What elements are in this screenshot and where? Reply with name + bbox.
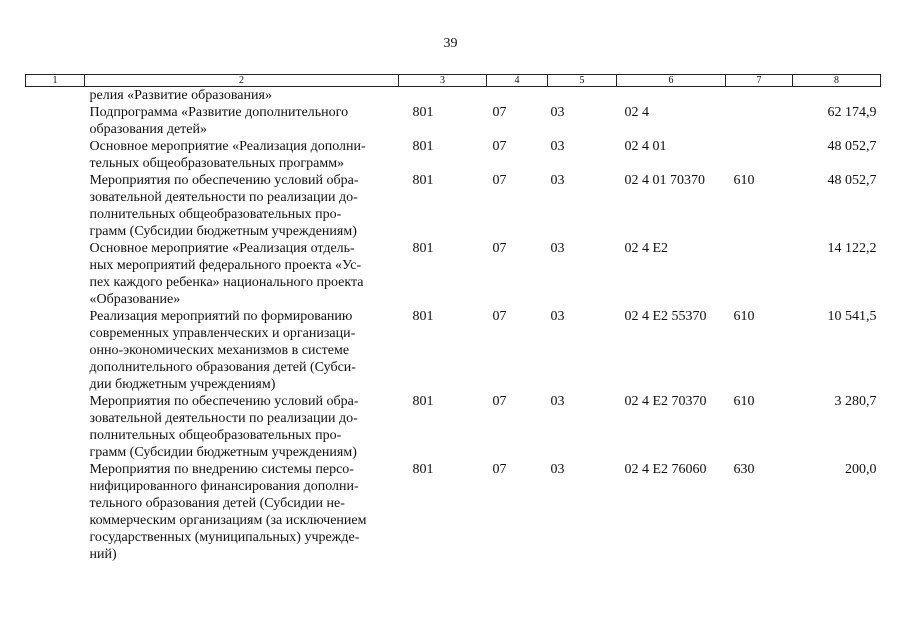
subsection-code: 03 [550,105,565,120]
target-article-code [617,87,726,105]
ministry-code: 801 [412,462,434,477]
column-header: 1 [26,75,85,87]
item-name-line: пех каждого ребенка» национального проекта [89,275,364,290]
amount: 48 052,7 [827,173,877,188]
row-number-cell [26,87,85,105]
target-article-code: 02 4 E2 [624,241,669,256]
section-code: 07 [492,173,507,188]
table-body [26,87,881,564]
subsection-code: 03 [550,462,565,477]
row-number-cell [26,393,85,461]
item-name-line: Мероприятия по внедрению системы персо- [89,462,354,477]
ministry-code: 801 [412,173,434,188]
column-number-row [26,75,881,87]
subsection-code: 03 [550,309,565,324]
item-name [85,461,399,563]
item-name-line: ных мероприятий федерального проекта «Ус- [89,258,362,273]
table-row [26,138,881,172]
column-header: 2 [85,75,399,87]
item-name-line: современных управленческих и организаци- [89,326,356,341]
section-code: 07 [492,241,507,256]
item-name-line: образования детей» [89,122,208,137]
target-article-code: 02 4 E2 55370 [624,309,707,324]
section-code: 07 [492,462,507,477]
item-name-line: тельных общеобразовательных программ» [89,156,345,171]
expense-type-code: 610 [733,309,755,324]
item-name-line: тельного образования детей (Субсидии не- [89,496,345,511]
target-article-code: 02 4 01 70370 [624,173,705,188]
item-name-line: дии бюджетным учреждениям) [89,377,276,392]
amount: 3 280,7 [834,394,877,409]
item-name-line: «Образование» [89,292,181,307]
target-article-code: 02 4 E2 70370 [624,394,707,409]
column-header: 8 [793,75,881,87]
ministry-code: 801 [412,394,434,409]
table-row [26,240,881,308]
subsection-code: 03 [550,139,565,154]
amount [793,87,881,105]
ministry-code: 801 [412,241,434,256]
subsection-code: 03 [550,394,565,409]
item-name-line: Мероприятия по обеспечению условий обра- [89,394,359,409]
item-name-line: Мероприятия по обеспечению условий обра- [89,173,359,188]
subsection-code: 03 [550,173,565,188]
budget-table [25,74,881,563]
expense-type-code [726,87,793,105]
item-name-line: государственных (муниципальных) учрежде- [89,530,360,545]
item-name [85,393,399,461]
target-article-code: 02 4 01 [624,139,667,154]
item-name [85,104,399,138]
item-name [85,138,399,172]
row-number-cell [26,461,85,563]
ministry-code: 801 [412,105,434,120]
section-code: 07 [492,309,507,324]
expense-type-code: 610 [733,173,755,188]
item-name-line: Реализация мероприятий по формированию [89,309,353,324]
expense-type-code [726,138,793,172]
item-name [85,87,399,105]
table-row [26,172,881,240]
row-number-cell [26,240,85,308]
subsection-code: 03 [550,241,565,256]
expense-type-code [726,240,793,308]
item-name-line: релия «Развитие образования» [89,88,272,103]
item-name-line: Основное мероприятие «Реализация дополни- [89,139,366,154]
section-code: 07 [492,105,507,120]
ministry-code: 801 [412,139,434,154]
item-name-line: коммерческим организациям (за исключением [89,513,367,528]
item-name-line: Подпрограмма «Развитие дополнительного [89,105,349,120]
item-name-line: Основное мероприятие «Реализация отдель- [89,241,355,256]
amount: 10 541,5 [827,309,877,324]
expense-type-code [726,104,793,138]
row-number-cell [26,172,85,240]
expense-type-code: 630 [733,462,755,477]
table-row [26,104,881,138]
item-name-line: зовательной деятельности по реализации до- [89,411,358,426]
item-name [85,240,399,308]
item-name-line: полнительных общеобразовательных про- [89,428,342,443]
ministry-code [399,87,487,105]
amount: 62 174,9 [827,105,877,120]
amount: 14 122,2 [827,241,877,256]
item-name-line: полнительных общеобразовательных про- [89,207,342,222]
expense-type-code: 610 [733,394,755,409]
item-name [85,172,399,240]
item-name-line: нифицированного финансирования дополни- [89,479,359,494]
section-code: 07 [492,394,507,409]
column-header: 4 [487,75,548,87]
amount: 200,0 [845,462,877,477]
item-name-line: грамм (Субсидии бюджетным учреждениям) [89,224,357,239]
column-header: 5 [548,75,617,87]
row-number-cell [26,138,85,172]
target-article-code: 02 4 E2 76060 [624,462,707,477]
table-row [26,461,881,563]
page-number: 39 [443,36,458,51]
item-name [85,308,399,393]
amount: 48 052,7 [827,139,877,154]
column-header: 6 [617,75,726,87]
section-code: 07 [492,139,507,154]
section-code [487,87,548,105]
table-row [26,308,881,393]
item-name-line: зовательной деятельности по реализации до- [89,190,358,205]
column-header: 3 [399,75,487,87]
subsection-code [548,87,617,105]
table-row [26,87,881,105]
table-row [26,393,881,461]
ministry-code: 801 [412,309,434,324]
row-number-cell [26,308,85,393]
item-name-line: дополнительного образования детей (Субси- [89,360,356,375]
target-article-code: 02 4 [624,105,649,120]
item-name-line: ний) [89,547,117,562]
column-header: 7 [726,75,793,87]
item-name-line: онно-экономических механизмов в системе [89,343,350,358]
item-name-line: грамм (Субсидии бюджетным учреждениям) [89,445,357,460]
row-number-cell [26,104,85,138]
